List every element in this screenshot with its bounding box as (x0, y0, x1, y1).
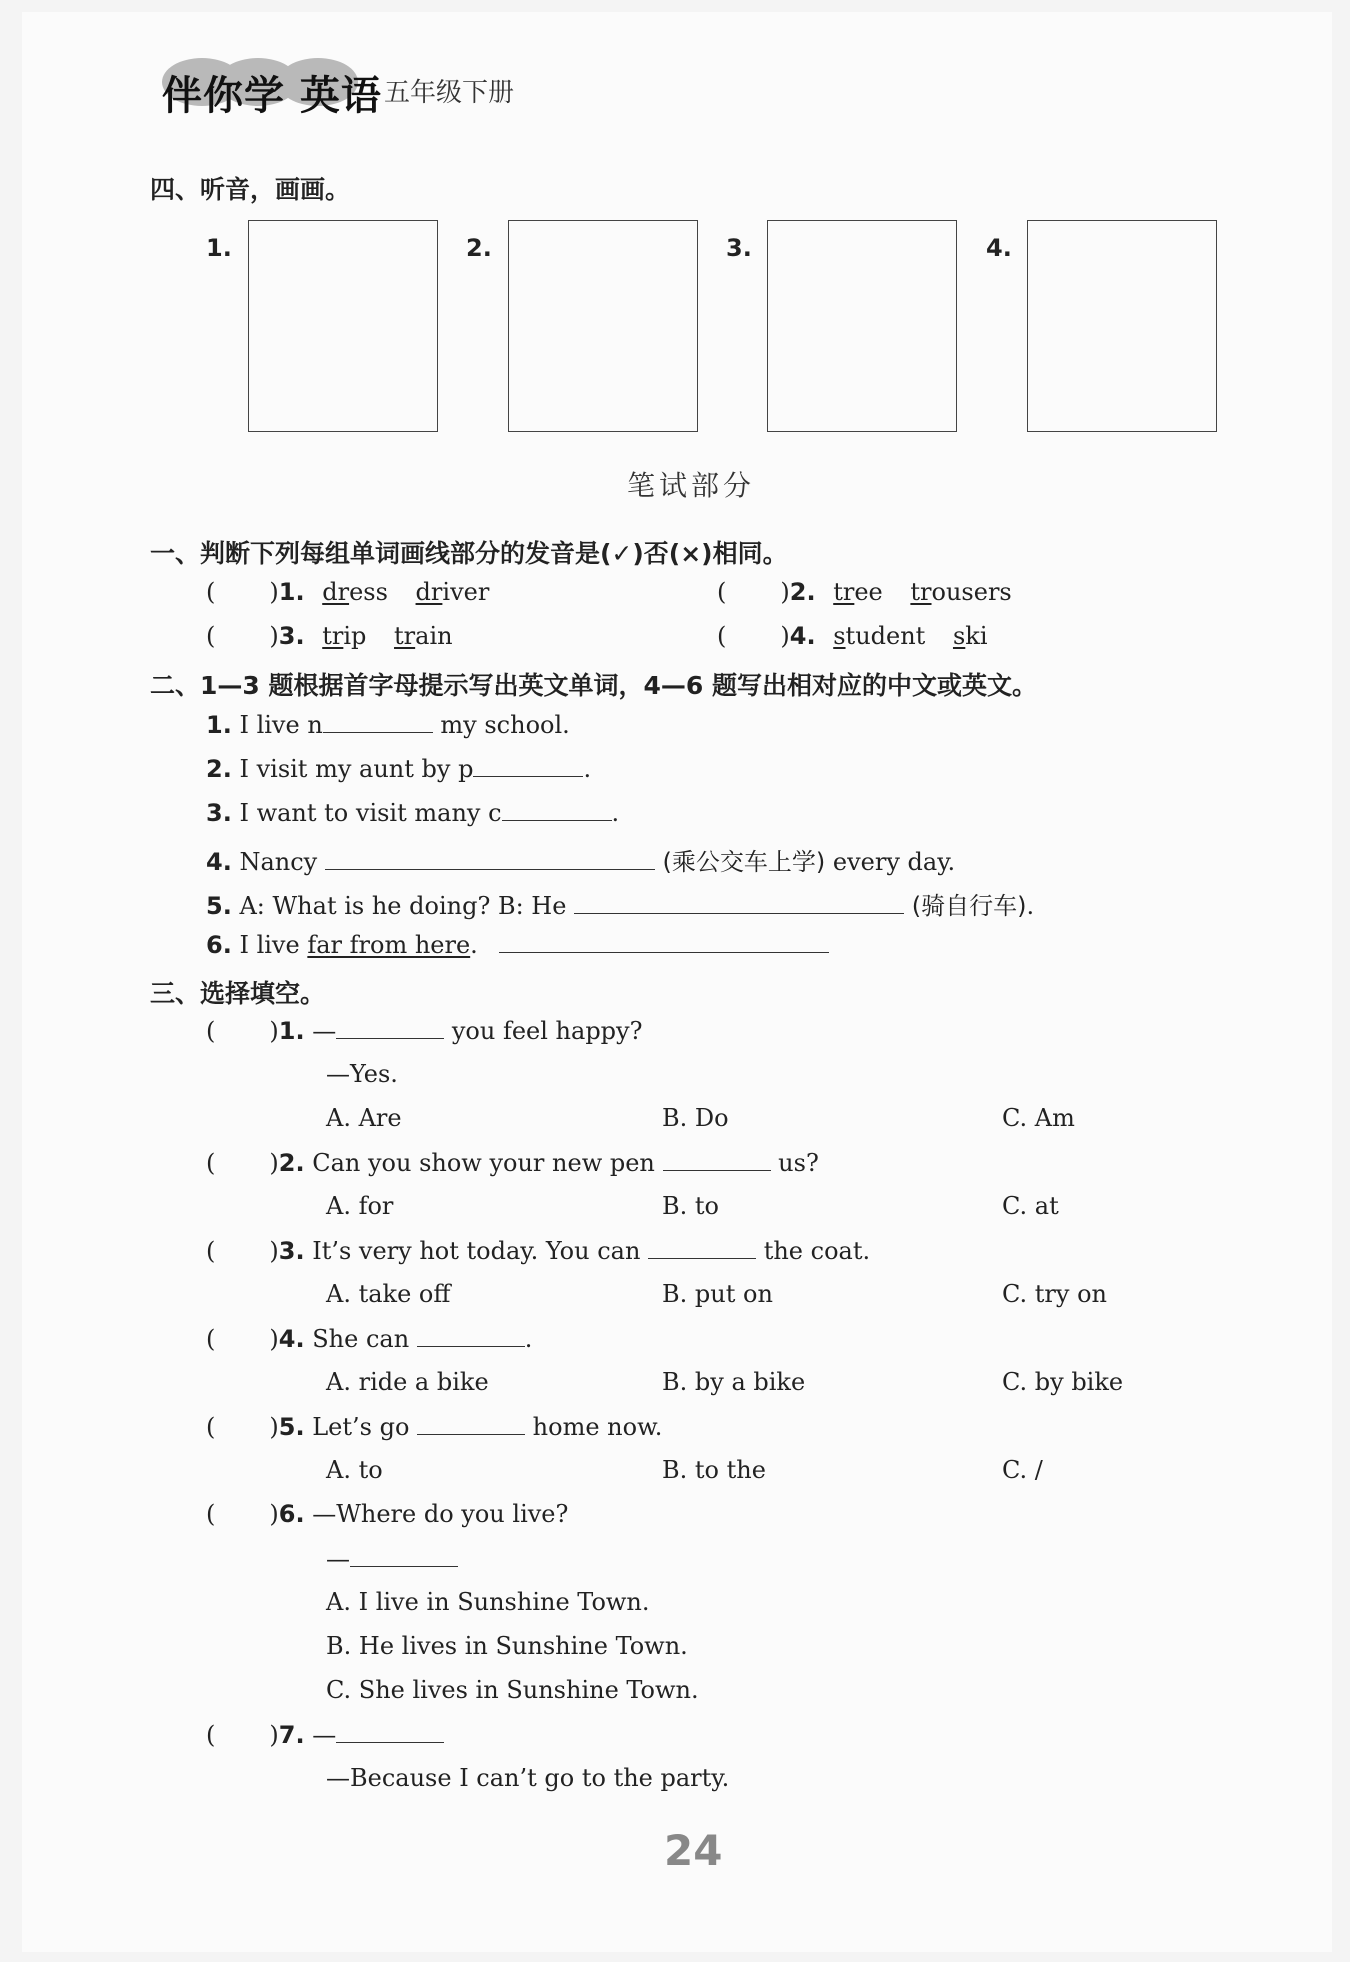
option-b[interactable]: B. to (662, 1192, 719, 1220)
question-1 (206, 1016, 642, 1045)
part-title: 笔试部分 (627, 469, 756, 502)
answer-paren-open: ( (206, 578, 216, 606)
chinese-hint: (骑自行车) (911, 892, 1027, 920)
item-text: every day. (832, 848, 956, 876)
answer-paren-close: ) (269, 1237, 279, 1265)
dash: — (326, 1545, 350, 1573)
answer-blank[interactable] (648, 1236, 756, 1259)
item-text: I live n (239, 711, 323, 739)
answer-paren-open: ( (206, 1413, 216, 1441)
question-number: 7. (278, 1721, 305, 1749)
answer-paren-close: ) (269, 1500, 279, 1528)
word-1: student (833, 622, 926, 650)
section4-heading: 四、听音，画画。 (150, 175, 351, 204)
word-1: trip (322, 622, 367, 650)
question-number: 3. (278, 1237, 305, 1265)
word-2: ski (952, 622, 988, 650)
option-a[interactable]: A. ride a bike (326, 1368, 489, 1396)
question-text: you feel happy? (451, 1017, 643, 1045)
section2-heading: 二、1—3 题根据首字母提示写出英文单词，4—6 题写出相对应的中文或英文。 (150, 671, 1037, 700)
section2-item-3 (206, 798, 619, 827)
question-4 (206, 1324, 532, 1353)
header-title: 伴你学 英语 (162, 73, 382, 119)
question-number: 6. (278, 1500, 305, 1528)
option-c[interactable]: C. by bike (1002, 1368, 1124, 1396)
question-number: 4. (278, 1325, 305, 1353)
option-a[interactable]: A. I live in Sunshine Town. (326, 1588, 650, 1616)
answer-blank[interactable] (325, 847, 655, 870)
item-number: 2. (789, 578, 816, 606)
question-6 (206, 1500, 568, 1528)
answer-blank[interactable] (350, 1544, 458, 1567)
item-number: 1. (278, 578, 305, 606)
drawing-box-2[interactable] (508, 220, 698, 432)
answer-blank[interactable] (473, 754, 583, 777)
word-1: tree (833, 578, 883, 606)
section1-item-2 (717, 578, 1012, 606)
answer-paren-close: ) (269, 1017, 279, 1045)
answer-blank[interactable] (417, 1412, 525, 1435)
item-text: . (470, 931, 478, 959)
chinese-hint: (乘公交车上学) (662, 848, 826, 876)
answer-paren-close: ) (269, 1413, 279, 1441)
answer-blank[interactable] (336, 1720, 444, 1743)
question-text: — (312, 1721, 337, 1749)
drawing-box-1[interactable] (248, 220, 438, 432)
item-text: Nancy (239, 848, 318, 876)
answer-blank[interactable] (499, 930, 829, 953)
item-number: 3. (278, 622, 305, 650)
answer-paren-close: ) (269, 1149, 279, 1177)
item-number: 1. (206, 711, 232, 739)
answer-paren-open: ( (206, 622, 216, 650)
header-grade: 五年级下册 (384, 78, 515, 108)
section1-heading: 一、判断下列每组单词画线部分的发音是(✓)否(×)相同。 (150, 539, 788, 568)
answer-paren-open: ( (206, 1500, 216, 1528)
option-c[interactable]: C. She lives in Sunshine Town. (326, 1676, 699, 1704)
section2-item-1 (206, 710, 570, 739)
question-3 (206, 1236, 870, 1265)
option-a[interactable]: A. to (326, 1456, 383, 1484)
option-b[interactable]: B. by a bike (662, 1368, 806, 1396)
item-number: 2. (206, 755, 232, 783)
question-text: She can (312, 1325, 410, 1353)
question-text: Can you show your new pen (312, 1149, 655, 1177)
question-number: 2. (278, 1149, 305, 1177)
answer-blank[interactable] (574, 891, 904, 914)
answer-paren-close: ) (269, 622, 279, 650)
item-number: 4. (789, 622, 816, 650)
question-text: us? (778, 1149, 819, 1177)
item-number: 4. (206, 848, 232, 876)
section1-item-4 (717, 622, 988, 650)
answer-paren-close: ) (269, 1325, 279, 1353)
answer-paren-open: ( (206, 1721, 216, 1749)
item-text: . (611, 799, 620, 827)
question-6-reply (326, 1544, 458, 1573)
option-c[interactable]: C. at (1002, 1192, 1059, 1220)
answer-blank[interactable] (336, 1016, 444, 1039)
option-a[interactable]: A. take off (326, 1280, 451, 1308)
page-number: 24 (664, 1826, 723, 1875)
item-number: 3. (206, 799, 232, 827)
answer-paren-open: ( (717, 622, 727, 650)
item-number: 6. (206, 931, 232, 959)
option-a[interactable]: A. for (326, 1192, 394, 1220)
section2-item-5 (206, 886, 1034, 921)
answer-blank[interactable] (663, 1148, 771, 1171)
question-text: home now. (532, 1413, 663, 1441)
box-number-3: 3. (726, 234, 752, 262)
option-b[interactable]: B. He lives in Sunshine Town. (326, 1632, 688, 1660)
section2-item-2 (206, 754, 591, 783)
question-text: Let’s go (312, 1413, 410, 1441)
question-text: — (312, 1017, 337, 1045)
underlined-phrase: far from here (307, 931, 471, 959)
box-number-4: 4. (986, 234, 1012, 262)
answer-paren-open: ( (206, 1017, 216, 1045)
question-text: the coat. (763, 1237, 871, 1265)
option-b[interactable]: B. to the (662, 1456, 766, 1484)
worksheet-page (22, 12, 1332, 1952)
word-2: trousers (910, 578, 1012, 606)
box-number-2: 2. (466, 234, 492, 262)
answer-paren-close: ) (269, 1721, 279, 1749)
item-text: I visit my aunt by p (239, 755, 474, 783)
question-text: It’s very hot today. You can (312, 1237, 641, 1265)
question-7-reply: —Because I can’t go to the party. (326, 1764, 730, 1792)
option-c[interactable]: C. Am (1002, 1104, 1075, 1132)
drawing-box-4[interactable] (1027, 220, 1217, 432)
drawing-box-3[interactable] (767, 220, 957, 432)
section2-item-6 (206, 930, 829, 959)
section1-item-1 (206, 578, 489, 606)
answer-paren-close: ) (269, 578, 279, 606)
question-text: —Where do you live? (312, 1500, 569, 1528)
option-c[interactable]: C. / (1002, 1456, 1043, 1484)
question-5 (206, 1412, 662, 1441)
answer-paren-close: ) (780, 622, 790, 650)
answer-blank[interactable] (417, 1324, 525, 1347)
item-text: . (583, 755, 592, 783)
option-a[interactable]: A. Are (326, 1104, 402, 1132)
option-b[interactable]: B. put on (662, 1280, 773, 1308)
question-number: 5. (278, 1413, 305, 1441)
answer-paren-open: ( (206, 1237, 216, 1265)
question-number: 1. (278, 1017, 305, 1045)
question-1-reply: —Yes. (326, 1060, 398, 1088)
section3-heading: 三、选择填空。 (150, 979, 326, 1008)
item-text: I live (239, 931, 300, 959)
question-text: . (524, 1325, 533, 1353)
box-number-1: 1. (206, 234, 232, 262)
answer-paren-close: ) (780, 578, 790, 606)
question-2 (206, 1148, 819, 1177)
answer-paren-open: ( (206, 1149, 216, 1177)
word-2: train (394, 622, 453, 650)
answer-paren-open: ( (717, 578, 727, 606)
word-2: driver (415, 578, 490, 606)
question-7 (206, 1720, 444, 1749)
option-b[interactable]: B. Do (662, 1104, 729, 1132)
answer-blank[interactable] (502, 798, 612, 821)
section2-item-4 (206, 842, 955, 877)
item-text: A: What is he doing? B: He (239, 892, 567, 920)
item-text: my school. (440, 711, 570, 739)
item-text: I want to visit many c (239, 799, 502, 827)
section1-item-3 (206, 622, 453, 650)
answer-paren-open: ( (206, 1325, 216, 1353)
answer-blank[interactable] (323, 710, 433, 733)
option-c[interactable]: C. try on (1002, 1280, 1107, 1308)
item-text: . (1026, 892, 1035, 920)
word-1: dress (322, 578, 388, 606)
item-number: 5. (206, 892, 232, 920)
